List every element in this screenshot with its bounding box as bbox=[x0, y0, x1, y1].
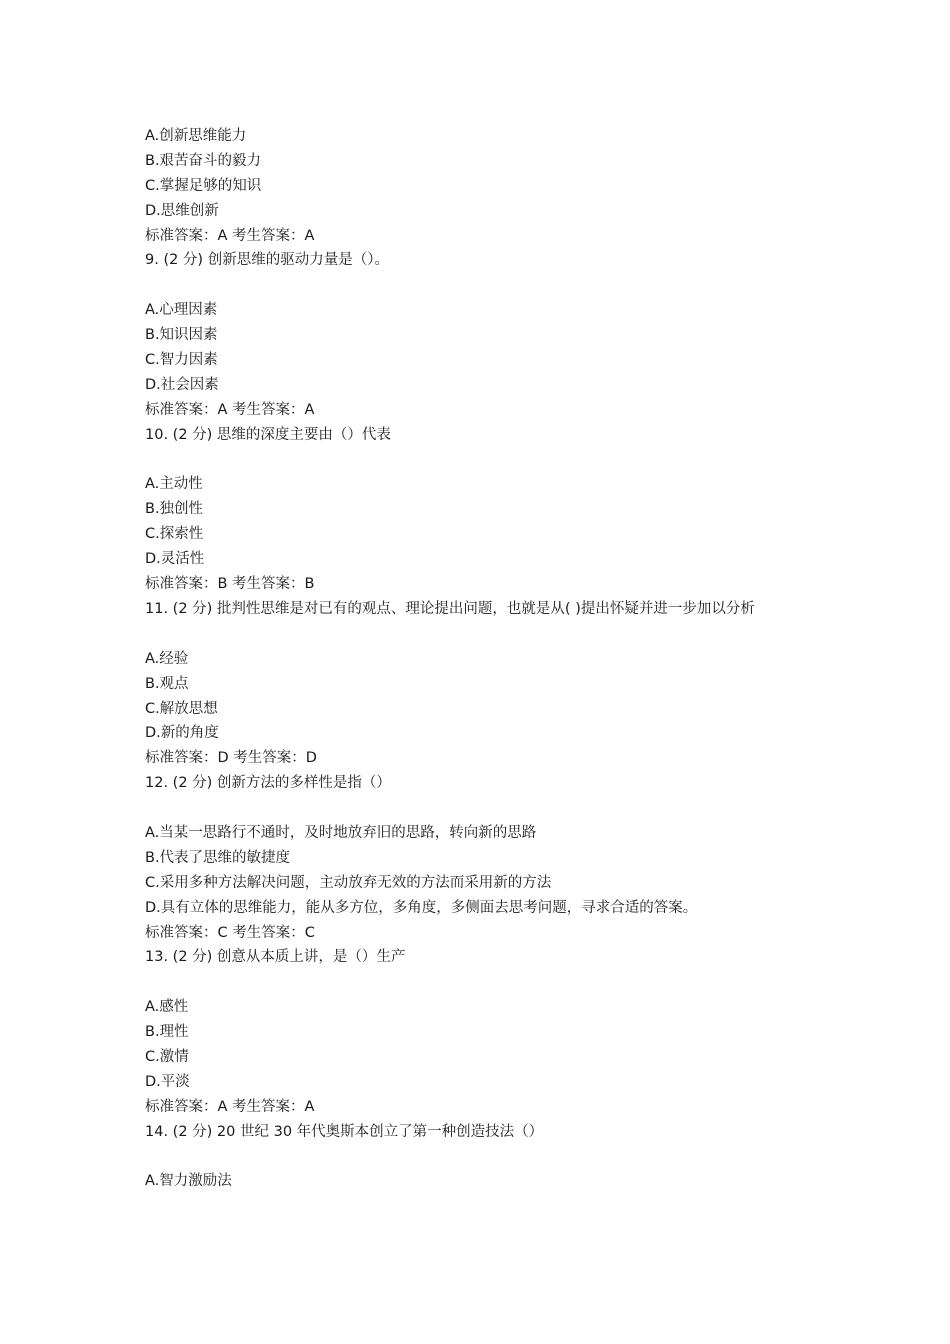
option: B.艰苦奋斗的毅力 bbox=[145, 152, 262, 169]
answer-line: 标准答案：A 考生答案：A bbox=[145, 401, 315, 418]
option: D.新的角度 bbox=[145, 725, 219, 742]
option: A.主动性 bbox=[145, 476, 203, 493]
answer-line: 标准答案：C 考生答案：C bbox=[145, 924, 315, 941]
option: A.当某一思路行不通时，及时地放弃旧的思路，转向新的思路 bbox=[145, 824, 537, 841]
option: C.激情 bbox=[145, 1048, 189, 1065]
question-block bbox=[145, 248, 825, 422]
question-block bbox=[145, 1120, 825, 1195]
question-text: 11. (2 分) 批判性思维是对已有的观点、理论提出问题，也就是从( )提出怀疑并进一步加以分析 bbox=[145, 600, 755, 617]
option: D.具有立体的思维能力，能从多方位，多角度，多侧面去思考问题，寻求合适的答案。 bbox=[145, 899, 698, 916]
option: D.平淡 bbox=[145, 1073, 190, 1090]
question-block bbox=[145, 771, 825, 945]
question-block bbox=[145, 597, 825, 771]
option: C.采用多种方法解决问题，主动放弃无效的方法而采用新的方法 bbox=[145, 874, 552, 891]
question-block bbox=[145, 423, 825, 597]
answer-line: 标准答案：D 考生答案：D bbox=[145, 750, 317, 767]
option: B.理性 bbox=[145, 1024, 189, 1041]
option: B.观点 bbox=[145, 675, 189, 692]
answer-line: 标准答案：A 考生答案：A bbox=[145, 227, 315, 244]
option: D.思维创新 bbox=[145, 202, 219, 219]
option: B.独创性 bbox=[145, 501, 204, 518]
question-text: 13. (2 分) 创意从本质上讲，是（）生产 bbox=[145, 949, 406, 966]
question-text: 14. (2 分) 20 世纪 30 年代奥斯本创立了第一种创造技法（） bbox=[145, 1123, 544, 1140]
option: D.灵活性 bbox=[145, 551, 205, 568]
question-text: 12. (2 分) 创新方法的多样性是指（） bbox=[145, 775, 391, 792]
option: C.掌握足够的知识 bbox=[145, 177, 262, 194]
option: D.社会因素 bbox=[145, 376, 219, 393]
question-block bbox=[145, 124, 825, 248]
document-page bbox=[145, 124, 825, 1194]
question-text: 9. (2 分) 创新思维的驱动力量是（）。 bbox=[145, 252, 389, 269]
answer-line: 标准答案：B 考生答案：B bbox=[145, 576, 315, 593]
option: A.感性 bbox=[145, 999, 189, 1016]
option: A.心理因素 bbox=[145, 302, 218, 319]
option: A.智力激励法 bbox=[145, 1173, 232, 1190]
answer-line: 标准答案：A 考生答案：A bbox=[145, 1098, 315, 1115]
option: A.创新思维能力 bbox=[145, 128, 247, 144]
question-block bbox=[145, 945, 825, 1119]
option: B.代表了思维的敏捷度 bbox=[145, 849, 291, 866]
option: C.探索性 bbox=[145, 526, 204, 543]
option: B.知识因素 bbox=[145, 327, 218, 344]
option: C.智力因素 bbox=[145, 352, 218, 369]
option: C.解放思想 bbox=[145, 700, 218, 717]
question-text: 10. (2 分) 思维的深度主要由（）代表 bbox=[145, 426, 391, 443]
option: A.经验 bbox=[145, 650, 189, 667]
